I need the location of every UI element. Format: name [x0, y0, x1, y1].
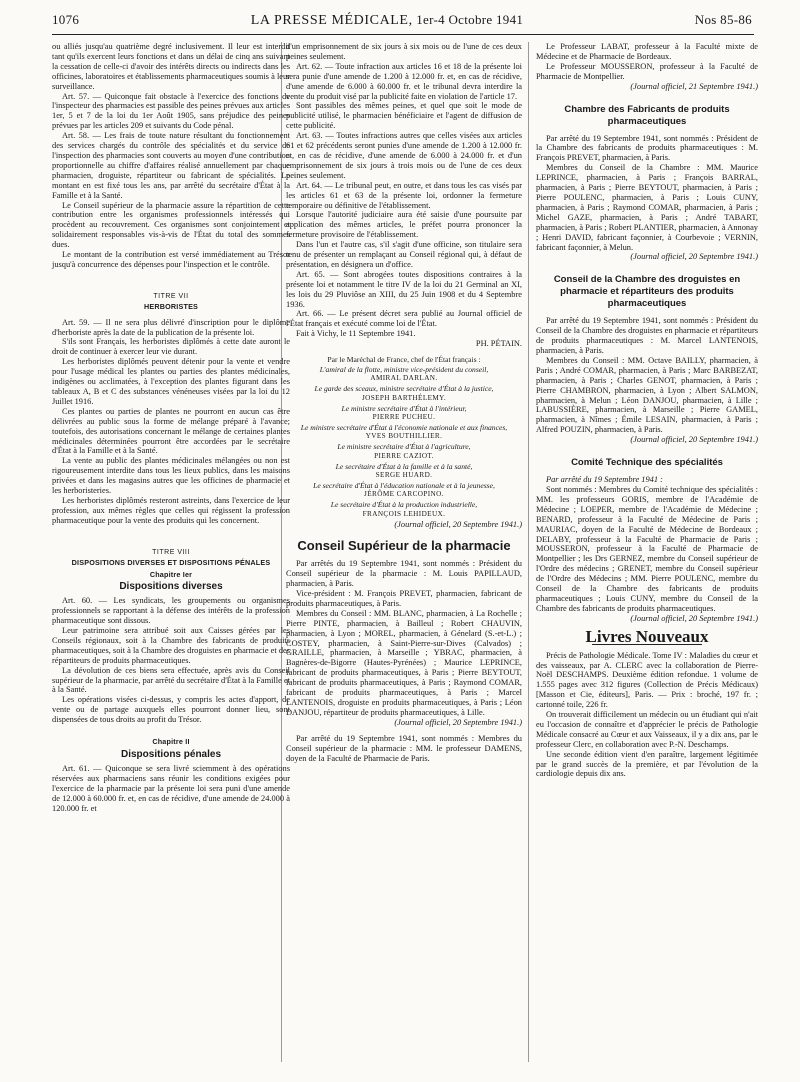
- paragraph: Art. 59. — Il ne sera plus délivré d'inscription pour le diplôme d'herboriste après la date de la publication de la présente loi.: [52, 317, 290, 337]
- paragraph: Art. 66. — Le présent décret sera publié au Journal officiel de l'État français et exécuté comme loi de l'État.: [286, 309, 522, 329]
- paragraph: On trouverait difficilement un médecin ou un étudiant qui n'ait eu l'occasion de connaître et d'apprécier le précis de Pathologie Médicale consacré au Cœur et aux Vaisseaux, il y a dix ans, par le professeur Clerc, en collaboration avec P.-N. Deschamps.: [536, 710, 758, 749]
- page-header: [52, 12, 752, 36]
- paragraph: Les herboristes diplômés resteront astreints, dans l'exercice de leur profession, aux mêmes règles que celles qui régissent la profession pharmaceutique pour la vente des produits qui les concernent.: [52, 495, 290, 525]
- signatory-title: Le secrétaire d'État à la famille et à la santé,: [335, 461, 473, 471]
- section-title: TITRE VIII: [152, 548, 190, 556]
- paragraph: Lorsque l'autorité judiciaire aura été saisie d'une poursuite par application des mêmes articles, le préfet pourra prononcer la fermeture provisoire de l'établissement.: [286, 210, 522, 240]
- paragraph: Dans l'un et l'autre cas, s'il s'agit d'une officine, son titulaire sera tenu de présenter un remplaçant au Conseil régional qui, à défaut de présentation, en désignera un d'office.: [286, 240, 522, 269]
- paragraph: Art. 64. — Le tribunal peut, en outre, et dans tous les cas visés par les articles 61 et 63 de la présente loi, ordonner la fermeture temporaire ou définitive de l'établissement.: [286, 180, 522, 210]
- paragraph: Le Conseil supérieur de la pharmacie assure la répartition de cette contribution entre les organismes professionnels intéressés qui procèdent au recouvrement. Ces organismes sont conjointement et solidairement responsables vis-à-vis de l'État du total des sommes dues.: [52, 200, 290, 250]
- section-heading: Chambre des Fabricants de produits pharmaceutiques: [564, 103, 730, 127]
- signatory-name: PIERRE PUCHEU.: [372, 413, 436, 422]
- signatory-title: Le ministre secrétaire d'État à l'économie nationale et aux finances,: [300, 422, 508, 432]
- paragraph: Membres du Conseil : MM. Octave BAILLY, pharmacien, à Paris ; André COMAR, pharmacien, à Paris ; Marc BARBEZAT, pharmacien, à Paris ; Charles GENOT, pharmacien, à Paris ; Pierre CHAMBRON, pharmacien, à Lyon ; Albert SALMON, pharmacien, à Melun ; Léon DANJOU, pharmacien, à Lille ; LABUSSIÈRE, pharmacien, à Marseille ; Pierre GAMEL, pharmacien, à Nîmes ; Émile LESAIN, pharmacien, à Paris ; Alfred POUZIN, pharmacien, à Paris.: [536, 355, 758, 435]
- journal-reference: (Journal officiel, 20 Septembre 1941.): [394, 519, 522, 529]
- paragraph: La dévolution de ces biens sera effectuée, après avis du Conseil supérieur de la pharmacie, par arrêté du secrétaire d'État à la Famille et à la Santé.: [52, 665, 290, 695]
- column-left: [52, 42, 290, 813]
- paragraph: Par arrêté du 19 Septembre 1941, sont nommés : Membres du Conseil supérieur de la pharmacie : MM. le professeur DAMENS, doyen de la Faculté de Pharmacie de Paris.: [286, 733, 522, 763]
- paragraph: Sont nommés : Membres du Comité technique des spécialités : MM. les professeurs GORIS, membre de l'Académie de Médecine ; LOEPER, membre de l'Académie de Médecine ; BENARD, professeur à la Faculté de Médecine de Paris ; MAURIAC, doyen de la Faculté de Médecine de Bordeaux ; DELABY, professeur à la Faculté de Pharmacie de Paris ; MOUSSERON, professeur à la Faculté de Pharmacie de Montpellier ; les Drs GERNEZ, membre du Conseil supérieur de l'Ordre des médecins ; GRENET, membre du Conseil supérieur de l'Ordre des Médecins ; MM. Pierre POULENC, membre du Conseil de la Chambre des fabricants de produits pharmaceutiques ; Louis CUNY, membre du Conseil de la Chambre des fabricants de produits pharmaceutiques.: [536, 485, 758, 613]
- paragraph: Sont passibles des mêmes peines, et quel que soit le mode de publicité utilisé, le pharmacien bénéficiaire et l'agent de diffusion de cette publicité.: [286, 101, 522, 131]
- signatory-name: FRANÇOIS LEHIDEUX.: [362, 509, 446, 518]
- column-right: [536, 42, 758, 779]
- journal-reference: (Journal officiel, 20 Septembre 1941.): [630, 613, 758, 623]
- column-middle: [286, 42, 522, 763]
- paragraph: Par arrêté du 19 Septembre 1941 :: [546, 475, 663, 485]
- paragraph: Art. 62. — Toute infraction aux articles 16 et 18 de la présente loi sera punie d'une amende de 1.200 à 12.000 fr. et, en cas de récidive, d'une amende de 6.000 à 60.000 fr. et le tribunal devra interdire la vente du produit visé par la publicité faite en violation de l'article 17.: [286, 61, 522, 101]
- journal-title: LA PRESSE MÉDICALE,: [250, 13, 413, 28]
- signatory-name: PIERRE CAZIOT.: [374, 451, 434, 460]
- paragraph: Membres du Conseil : MM. BLANC, pharmacien, à La Rochelle ; Pierre PINTE, pharmacien, à Bailleul ; Robert CHAUVIN, pharmacien, à Lyon ; MOREL, pharmacien, à Génelard (S.-et-L.) ; COSTEY, pharmacien, à Saint-Pierre-sur-Dives (Calvados) ; GRAILLE, pharmacien, à Marseille ; YBRAC, pharmacien, à Bagnères-de-Bigorre (Hautes-Pyrénées) ; Maurice LEPRINCE, fabricant de produits pharmaceutiques, à Paris ; Pierre BEYTOUT, fabricant de produits pharmaceutiques, à Paris ; Raymond COMAR, fabricant de produits pharmaceutiques, à Paris ; Marcel LANTENOIS, droguiste en produits pharmaceutiques, à Paris ; Léon DANJOU, répartiteur de produits pharmaceutiques, à Lille.: [286, 608, 522, 717]
- paragraph: Art. 60. — Les syndicats, les groupements ou organismes professionnels se rapportant à la défense des intérêts de la profession pharmaceutique sont dissous.: [52, 596, 290, 626]
- section-heading: Conseil Supérieur de la pharmacie: [297, 538, 511, 554]
- paragraph: Art. 65. — Sont abrogées toutes dispositions contraires à la présente loi et notamment le titre IV de la loi du 21 Germinal an XI, les lois du 29 Pluviôse an XIII, du 25 Juin 1908 et du 4 Septembre 1936.: [286, 269, 522, 309]
- issue-date: 1er-4 Octobre 1941: [416, 12, 524, 27]
- book-entry: Précis de Pathologie Médicale. Tome IV : Maladies du cœur et des vaisseaux, par A. CLERC avec la collaboration de Pierre-Noël DESCHAMPS. Deuxième édition refondue. 1 volume de 1.555 pages avec 312 figures (Collection de Précis Médicaux) [Masson et Cie, éditeurs], Paris. — Prix : broché, 197 fr. ; cartonné toile, 226 fr.: [536, 650, 758, 710]
- paragraph: La vente au public des plantes médicinales mélangées ou non est rigoureusement interdite dans tous les lieux publics, dans les maisons privées et dans les magasins autres que les officines de pharmacie et les herboristeries.: [52, 456, 290, 496]
- page-number: 1076: [52, 12, 80, 27]
- chapter-title: Dispositions diverses: [119, 581, 223, 593]
- section-heading: Conseil de la Chambre des droguistes en pharmacie et répartiteurs des produits pharmaceutiques: [553, 274, 741, 310]
- paragraph: Membres du Conseil de la Chambre : MM. Maurice LEPRINCE, pharmacien, à Paris ; François BARRAL, pharmacien, à Paris ; Pierre BEYTOUT, pharmacien, à Paris ; Pierre POULENC, pharmacien, à Paris ; Louis CUNY, pharmacien, à Paris ; Raymond COMAR, pharmacien, à Paris ; Michel GAZE, pharmacien, à Paris ; André TABART, pharmacien, à Paris ; Robert PLANTIER, pharmacien, à Annonay ; Henri DAVID, fabricant façonnier, à Courbevoie ; VERNIN, fabricant façonnier, à Melun.: [536, 163, 758, 252]
- signatory-name: YVES BOUTHILLIER.: [365, 432, 443, 441]
- paragraph: Art. 57. — Quiconque fait obstacle à l'exercice des fonctions de l'inspecteur des pharmacies est passible des peines prévues aux articles 1er, 5 et 7 de la loi du 1er Août 1905, sans préjudice des peines prévues par les articles 209 et suivants du Code pénal.: [52, 91, 290, 131]
- journal-reference: (Journal officiel, 21 Septembre 1941.): [630, 81, 758, 91]
- paragraph: Ces plantes ou parties de plantes ne pourront en aucun cas être délivrées au public sous la forme de mélange préparé à l'avance; toutefois, des autorisations concernant le mélange de certaines plantes médicinales déterminées pourront être accordées par le secrétaire d'État à la Famille et à la Santé.: [52, 406, 290, 456]
- signature-intro: Par le Maréchal de France, chef de l'État français :: [327, 355, 481, 365]
- section-title: TITRE VII: [153, 292, 189, 300]
- paragraph: Art. 63. — Toutes infractions autres que celles visées aux articles 61 et 62 précédents seront punies d'une amende de 1.200 à 12.000 fr. et, en cas de récidive, d'une amende de 6.000 à 24.000 fr. et d'un emprisonnement de six jours à trois mois ou de l'une de ces deux peines seulement.: [286, 131, 522, 180]
- section-heading: Livres Nouveaux: [585, 626, 709, 646]
- journal-reference: (Journal officiel, 20 Septembre 1941.): [630, 435, 758, 445]
- section-subtitle: HERBORISTES: [143, 301, 199, 311]
- column-divider: [528, 42, 529, 1062]
- paragraph: ou alliés jusqu'au quatrième degré inclusivement. Il leur est interdit tant qu'ils exercent leurs fonctions et dans un délai de cinq ans suivant la cessation de celle-ci d'avoir des intérêts directs ou indirects dans les officines, laboratoires et établissements pharmaceutiques soumis à leur surveillance.: [52, 42, 290, 91]
- paragraph: Vice-président : M. François PREVET, pharmacien, fabricant de produits pharmaceutiques, à Paris.: [286, 589, 522, 608]
- signatory-title: Le garde des sceaux, ministre secrétaire d'État à la justice,: [314, 384, 494, 394]
- paragraph: Leur patrimoine sera attribué soit aux Caisses gérées par les Conseils régionaux, soit à la Chambre des fabricants de produits pharmaceutiques, soit à la Chambre des droguistes en pharmacie et des répartiteurs de produits pharmaceutiques.: [52, 626, 290, 665]
- signatory-name: AMIRAL DARLAN.: [370, 374, 438, 383]
- signatory-title: Le secrétaire d'État à la production industrielle,: [330, 500, 478, 510]
- journal-reference: (Journal officiel, 20 Septembre 1941.): [394, 717, 522, 727]
- chapter-label: Chapitre Ier: [149, 569, 193, 579]
- signatory-title: Le ministre secrétaire d'État à l'intérieur,: [341, 403, 467, 413]
- paragraph: Par arrêté du 19 Septembre 1941, sont nommés : Président du Conseil de la Chambre des droguistes en pharmacie et répartiteurs de produits pharmaceutiques : M. Marcel LANTENOIS, pharmacien, à Paris.: [536, 316, 758, 356]
- paragraph: Par arrêtés du 19 Septembre 1941, sont nommés : Président du Conseil supérieur de la pharmacie : M. Louis PAPILLAUD, pharmacien, à Paris.: [286, 559, 522, 589]
- paragraph: Le Professeur LABAT, professeur à la Faculté mixte de Médecine et de Pharmacie de Bordeaux.: [536, 42, 758, 61]
- signatory-title: Le secrétaire d'État à l'éducation nationale et à la jeunesse,: [313, 480, 495, 490]
- paragraph: Les opérations visées ci-dessus, y compris les actes d'apport, de vente ou de partage auxquels elles pourront donner lieu, sont dispensées de tous droits au profit du Trésor.: [52, 695, 290, 725]
- header-rule: [52, 34, 754, 35]
- issue-number: Nos 85-86: [694, 12, 752, 27]
- paragraph: Par arrêté du 19 Septembre 1941, sont nommés : Président de la Chambre des fabricants de produits pharmaceutiques : M. François PREVET, pharmacien, à Paris.: [536, 133, 758, 163]
- signatory-title: Le ministre secrétaire d'État à l'agriculture,: [337, 442, 471, 452]
- paragraph: Les herboristes diplômés peuvent détenir pour la vente et vendre pour l'usage médical les plantes ou parties des plantes médicinales, indigènes ou acclimatées, à l'exception des plantes figurant dans les tableaux A, B et C des substances vénéneuses visées par la loi du 12 Juillet 1916.: [52, 357, 290, 406]
- signature-main: PH. PÉTAIN.: [475, 339, 522, 349]
- paragraph: Le montant de la contribution est versé immédiatement au Trésor jusqu'à concurrence des dépenses pour l'inspection et le contrôle.: [52, 250, 290, 269]
- journal-reference: (Journal officiel, 20 Septembre 1941.): [630, 252, 758, 262]
- paragraph: Fait à Vichy, le 11 Septembre 1941.: [296, 329, 416, 339]
- section-subtitle: DISPOSITIONS DIVERSES ET DISPOSITIONS PÉNALES: [71, 557, 271, 567]
- paragraph: Art. 61. — Quiconque se sera livré sciemment à des opérations réservées aux pharmaciens sans réunir les conditions exigées pour l'exercice de la pharmacie par la présente loi sera puni d'une amende de 12.000 à 60.000 fr. et, en cas de récidive, d'une amende de 24.000 à 120.000 fr. et: [52, 763, 290, 813]
- paragraph: d'un emprisonnement de six jours à six mois ou de l'une de ces deux peines seulement.: [286, 42, 522, 61]
- signatory-name: JOSEPH BARTHÉLEMY.: [361, 393, 447, 402]
- paragraph: Art. 58. — Les frais de toute nature résultant du fonctionnement des services chargés du contrôle des spécialités et du service de l'inspection des pharmacies sont couverts au moyen d'une contribution proportionnelle au chiffre d'affaires réalisé annuellement par chaque pharmacien, droguiste, répartiteur ou fabricant de spécialités. Le montant en est fixé tous les ans, par arrêté du secrétaire d'État à la Famille et à la Santé.: [52, 131, 290, 200]
- chapter-label: Chapitre II: [152, 737, 190, 747]
- paragraph: S'ils sont Français, les herboristes diplômés à cette date auront le droit de continuer à exercer leur vie durant.: [52, 337, 290, 357]
- section-heading: Comité Technique des spécialités: [571, 457, 723, 469]
- signatory-title: L'amiral de la flotte, ministre vice-président du conseil,: [319, 365, 489, 374]
- paragraph: Une seconde édition vient d'en paraître, largement légitimée par le grand succès de la première, et par l'évolution de la cardiologie depuis dix ans.: [536, 749, 758, 779]
- signatory-name: SERGE HUARD.: [375, 470, 433, 479]
- paragraph: Le Professeur MOUSSERON, professeur à la Faculté de Pharmacie de Montpellier.: [536, 61, 758, 81]
- chapter-title: Dispositions pénales: [120, 749, 222, 760]
- signatory-name: JÉRÔME CARCOPINO.: [364, 490, 444, 499]
